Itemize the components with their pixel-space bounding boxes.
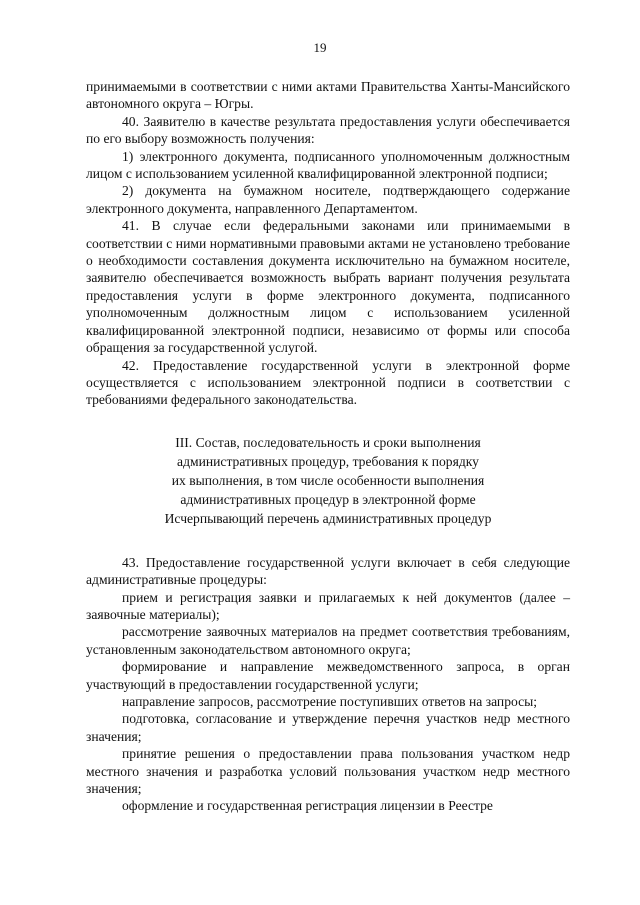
procedure-list-item: оформление и государственная регистрация лицензии в Реестре	[122, 798, 493, 814]
paragraph-item-43: 43. Предоставление государственной услуги включает в себя следующие административные процедуры:	[86, 554, 570, 588]
procedure-list-item: формирование и направление межведомственного запроса, в орган участвующий в предоставлении государственной услуги;	[86, 659, 570, 692]
procedure-list-item: рассмотрение заявочных материалов на предмет соответствия требованиям, установленным законодательством автономного округа;	[86, 624, 570, 657]
section-heading-line: Исчерпывающий перечень административных процедур	[164, 510, 492, 526]
procedure-list-item: принятие решения о предоставлении права пользования участком недр местного значения и разработка условий пользования участком недр местного значения;	[86, 746, 570, 796]
procedure-list-item: прием и регистрация заявки и прилагаемых к ней документов (далее – заявочные материалы);	[86, 589, 570, 622]
procedure-list-item: подготовка, согласование и утверждение перечня участков недр местного значения;	[86, 711, 570, 744]
document-body	[86, 78, 570, 815]
paragraph-item-40: 40. Заявителю в качестве результата предоставления услуги обеспечивается по его выбору возможность получения:	[86, 113, 570, 147]
page-number: 19	[313, 40, 327, 55]
section-heading-line: административных процедур, требования к порядку	[177, 453, 479, 469]
procedure-list-item: направление запросов, рассмотрение поступивших ответов на запросы;	[122, 693, 538, 709]
paragraph-item-41: 41. В случае если федеральными законами или принимаемыми в соответствии с ними нормативными правовыми актами не установлено требование о необходимости составления документа исключительно на бумажном носителе, заявителю обеспечивается возможность выбрать вариант получения результата предоставления услуги в форме электронного документа, подписанного уполномоченным должностным лицом с использованием усиленной квалифицированной электронной подписи, независимо от формы или способа обращения за государственной услугой.	[86, 218, 570, 356]
paragraph-continuation: принимаемыми в соответствии с ними актами Правительства Ханты-Мансийского автономного округа – Югры.	[86, 79, 570, 112]
section-heading-line: их выполнения, в том числе особенности выполнения	[171, 472, 485, 488]
paragraph-item-42: 42. Предоставление государственной услуги в электронной форме осуществляется с использованием электронной подписи в соответствии с требованиями федерального законодательства.	[86, 357, 570, 408]
section-heading-line: III. Состав, последовательность и сроки выполнения	[175, 434, 481, 450]
section-heading	[86, 433, 570, 528]
paragraph-subitem-1: 1) электронного документа, подписанного уполномоченным должностным лицом с использованием усиленной квалифицированной электронной подписи;	[86, 148, 570, 182]
section-heading-line: административных процедур в электронной форме	[180, 491, 476, 507]
paragraph-subitem-2: 2) документа на бумажном носителе, подтверждающего содержание электронного документа, направленного Департаментом.	[86, 183, 570, 216]
